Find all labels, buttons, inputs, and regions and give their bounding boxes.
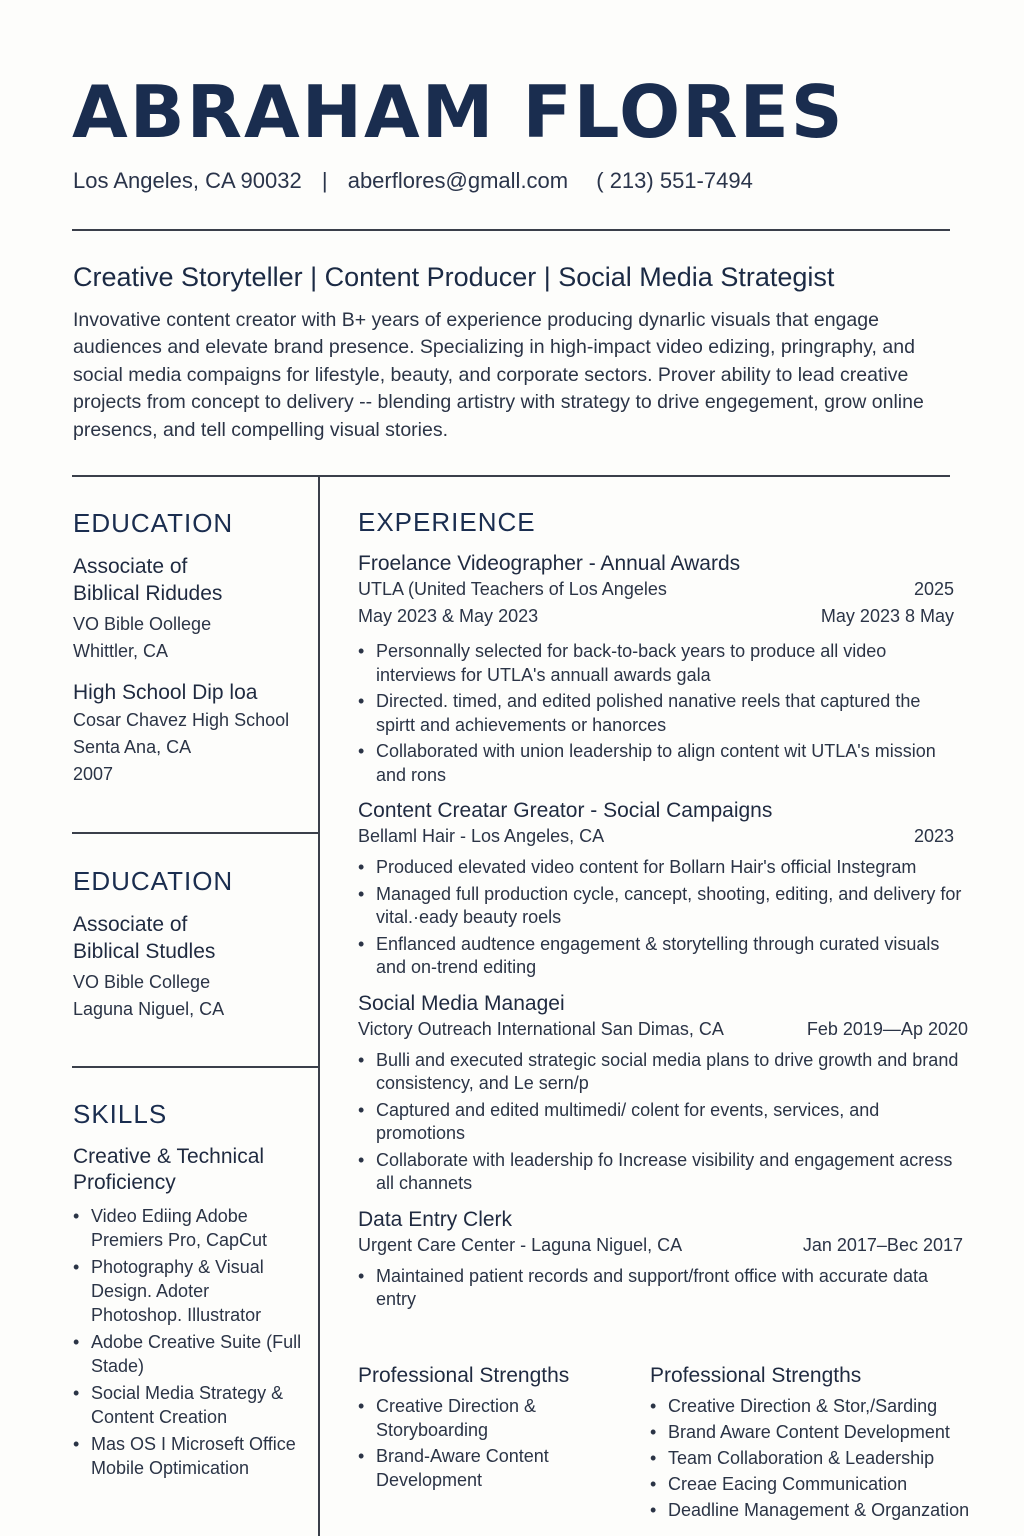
education-section-1 (73, 508, 313, 788)
experience-title: EXPERIENCE (358, 507, 536, 537)
job-dates: May 2023 & May 2023 (358, 606, 539, 626)
school-city: Whittler, CA (73, 641, 169, 661)
skills-section (73, 1099, 313, 1483)
contact-separator: | (321, 168, 328, 193)
location: Los Angeles, CA 90032 (73, 168, 302, 193)
job-dates-right: Feb 2019—Ap 2020 (806, 1018, 968, 1039)
job-dates-right: May 2023 8 May (820, 606, 954, 626)
tagline: Creative Storyteller | Content Producer | Social Media Strategist (73, 262, 835, 292)
email: aberflores@gmall.com (347, 168, 569, 193)
strength-item: • Brand Aware Content Development (650, 1420, 995, 1444)
hs-city: Senta Ana, CA (73, 737, 192, 757)
job-bullet: • Managed full production cycle, cancept, shooting, editing, and delivery for vital.·eady beauty roels (358, 883, 963, 930)
education-title: EDUCATION (73, 866, 234, 896)
job-title: Data Entry Clerk (358, 1207, 513, 1231)
job-entry (358, 992, 968, 1196)
job-year: 2023 (913, 826, 954, 846)
job-org-line (358, 1016, 968, 1043)
strengths-right (650, 1364, 1000, 1524)
job-title: Social Media Managei (358, 991, 565, 1015)
strengths-title: Professional Strengths (358, 1364, 570, 1387)
strength-item: • Creae Eacing Communication (650, 1472, 995, 1496)
strength-item: • Brand-Aware Content Development (358, 1444, 568, 1492)
education-section-2 (73, 866, 313, 1023)
job-entry (358, 799, 968, 980)
summary: Invovative content creator with B+ years of experience producing dynarlic visuals that engage audiences and elevate brand presence. Specializing in high-impact video edizing, pringraphy, and social media compaigns for lifestyle, beauty, and corporate sectors. Prover ability to lead creative projects from concept to delivery -- blending artistry with strategy to drive engegement, grow online presencs, and tell compelling visual stories. (73, 309, 924, 441)
job-bullet: • Produced elevated video content for Bollarn Hair's official Instegram (358, 856, 963, 880)
job-org-line (358, 576, 968, 603)
strengths-list (650, 1394, 995, 1522)
job-bullet: • Bulli and executed strategic social media plans to drive growth and brand consistency, and Le sern/p (358, 1049, 963, 1096)
strength-item: • Creative Direction & Stor,/Sarding (650, 1394, 995, 1418)
degree: Associate of Biblical Studles (73, 913, 216, 963)
job-title: Froelance Videographer - Annual Awards (358, 552, 741, 575)
job-bullet: • Directed. timed, and edited polished nanative reels that captured the spirtt and achievements or hanorces (358, 690, 963, 737)
skill-item: • Video Ediing Adobe Premiers Pro, CapCut (73, 1204, 305, 1252)
job-entry (358, 552, 968, 787)
column-divider (318, 476, 320, 1536)
experience-section (358, 507, 968, 1315)
job-bullet: • Captured and edited multimedi/ colent for events, services, and promotions (358, 1099, 963, 1146)
job-bullet: • Enflanced audtence engagement & storytelling through curated visuals and on-trend editing (358, 933, 963, 980)
candidate-name: ABRAHAM FLORES (72, 70, 845, 154)
skill-item: • Adobe Creative Suite (Full Stade) (73, 1330, 305, 1378)
job-bullets (358, 1265, 963, 1312)
job-org: Victory Outreach International San Dimas, CA (358, 1018, 724, 1039)
job-org: Urgent Care Center - Laguna Niguel, CA (358, 1234, 683, 1255)
job-bullet: • Collaborated with union leadership to align content wit UTLA's mission and rons (358, 740, 963, 787)
summary-divider (72, 475, 950, 477)
strength-item: • Deadline Management & Organzation (650, 1498, 995, 1522)
header-divider (72, 229, 950, 231)
job-org: Bellaml Hair - Los Angeles, CA (358, 826, 605, 846)
strength-item: • Team Collaboration & Leadership (650, 1446, 995, 1470)
job-bullets (358, 640, 963, 787)
job-bullet: • Personnally selected for back-to-back years to produce all video interviews for UTLA's annuall awards gala (358, 640, 963, 687)
skills-title: SKILLS (73, 1099, 168, 1129)
left-divider-1 (72, 832, 318, 834)
strength-item: • Creative Direction & Storyboarding (358, 1394, 568, 1442)
skills-list (73, 1204, 305, 1480)
skills-subtitle: Creative & Technical Proficiency (73, 1145, 265, 1194)
job-org-line (358, 1232, 968, 1259)
job-title: Content Creatar Greator - Social Campaigns (358, 799, 773, 822)
strengths-title: Professional Strengths (650, 1364, 862, 1387)
job-dates-right: Jan 2017–Bec 2017 (802, 1234, 963, 1255)
job-bullets (358, 856, 963, 980)
left-divider-2 (72, 1066, 318, 1068)
school-city: Laguna Niguel, CA (73, 999, 225, 1019)
job-dates-line (358, 603, 968, 630)
job-bullets (358, 1049, 963, 1196)
job-org: UTLA (United Teachers of Los Angeles (358, 579, 667, 599)
job-org-line (358, 823, 968, 850)
contact-line (73, 168, 767, 194)
strengths-list (358, 1394, 568, 1492)
school: VO Bible College (73, 972, 211, 992)
skill-item: • Mas OS I Microseft Office Mobile Optimication (73, 1432, 305, 1480)
hs-school: Cosar Chavez High School (73, 710, 290, 730)
job-bullet: • Maintained patient records and support/front office with accurate data entry (358, 1265, 963, 1312)
degree: Associate of Biblical Ridudes (73, 555, 223, 605)
strengths-left (358, 1364, 628, 1494)
job-bullet: • Collaborate with leadership fo Increase visibility and engagement acress all channets (358, 1149, 963, 1196)
skill-item: • Photography & Visual Design. Adoter Photoshop. Illustrator (73, 1255, 305, 1327)
skill-item: • Social Media Strategy & Content Creation (73, 1381, 305, 1429)
phone: ( 213) 551-7494 (596, 168, 753, 193)
education-title: EDUCATION (73, 508, 234, 538)
school: VO Bible Oollege (73, 614, 212, 634)
hs-year: 2007 (73, 764, 114, 784)
job-year: 2025 (913, 579, 954, 599)
job-entry (358, 1208, 968, 1312)
hs-diploma: High School Dip loa (73, 681, 258, 704)
